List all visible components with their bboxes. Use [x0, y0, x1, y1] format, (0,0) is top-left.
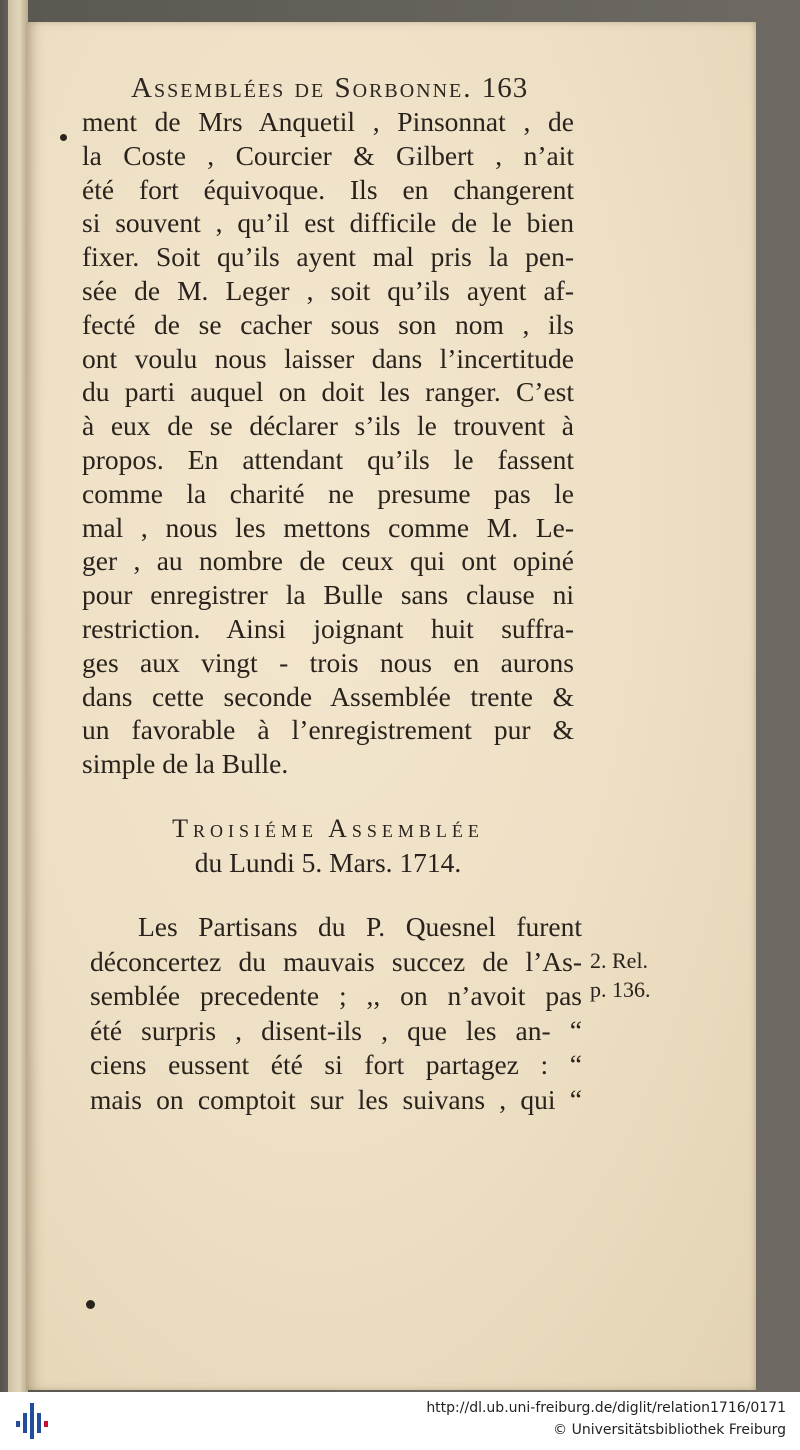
- text-line: été fort équivoque. Ils en changerent: [82, 173, 574, 205]
- viewer-footer: [0, 1392, 800, 1450]
- ink-dot-top: [60, 134, 67, 141]
- text-line: semblée precedente ; ,, on n’avoit pas: [90, 980, 582, 1011]
- section-title: Troisiéme Assemblée: [172, 814, 484, 843]
- section-subtitle: du Lundi 5. Mars. 1714.: [194, 847, 462, 878]
- second-paragraph: [90, 910, 582, 1117]
- text-line: mais on comptoit sur les suivans , qui “: [90, 1083, 582, 1115]
- text-line: ges aux vingt - trois nous en aurons: [82, 646, 574, 678]
- marginal-note-line: 2. Rel.: [590, 948, 649, 973]
- text-line: ont voulu nous laisser dans l’incertitude: [82, 342, 574, 374]
- text-line: ment de Mrs Anquetil , Pinsonnat , de: [82, 106, 574, 137]
- text-line: pour enregistrer la Bulle sans clause ni: [82, 579, 574, 611]
- text-line: fixer. Soit qu’ils ayent mal pris la pen-: [82, 241, 574, 273]
- text-line: à eux de se déclarer s’ils le trouvent à: [82, 410, 574, 442]
- body-paragraph: [82, 105, 574, 781]
- text-line: fecté de se cacher sous son nom , ils: [82, 308, 574, 340]
- text-line: si souvent , qu’il est difficile de le bien: [82, 207, 574, 239]
- text-line: restriction. Ainsi joignant huit suffra-: [82, 612, 574, 644]
- text-line: été surpris , disent-ils , que les an- “: [90, 1014, 582, 1046]
- text-line: la Coste , Courcier & Gilbert , n’ait: [82, 139, 574, 171]
- copyright-notice: © Universitätsbibliothek Freiburg: [553, 1422, 786, 1438]
- text-line: ciens eussent été si fort partagez : “: [90, 1049, 582, 1080]
- text-line: déconcertez du mauvais succez de l’As-: [90, 945, 582, 977]
- text-line: dans cette seconde Assemblée trente &: [82, 680, 574, 712]
- text-line: ger , au nombre de ceux qui ont opiné: [82, 545, 574, 577]
- page-number: 163: [481, 72, 529, 104]
- text-line: sée de M. Leger , soit qu’ils ayent af-: [82, 274, 574, 306]
- marginal-note: [590, 946, 660, 1004]
- document-url-link[interactable]: http://dl.ub.uni-freiburg.de/diglit/relation1716/0171: [426, 1400, 786, 1416]
- text-line: comme la charité ne presume pas le: [82, 477, 574, 509]
- university-library-logo-icon: [14, 1401, 50, 1441]
- text-line: du parti auquel on doit les ranger. C’est: [82, 376, 574, 408]
- running-head-title: Assemblées de Sorbonne.: [131, 72, 473, 104]
- section-heading: [82, 812, 574, 880]
- previous-page-edge: [8, 0, 28, 1392]
- ink-dot-bottom: [86, 1300, 95, 1309]
- marginal-note-line: p. 136.: [590, 977, 651, 1002]
- text-line: simple de la Bulle.: [82, 748, 289, 780]
- text-line: propos. En attendant qu’ils le fassent: [82, 443, 574, 475]
- text-line: un favorable à l’enregistrement pur &: [82, 714, 574, 746]
- running-head: [131, 72, 571, 105]
- text-line: Les Partisans du P. Quesnel furent: [138, 911, 582, 942]
- text-line: mal , nous les mettons comme M. Le-: [82, 511, 574, 543]
